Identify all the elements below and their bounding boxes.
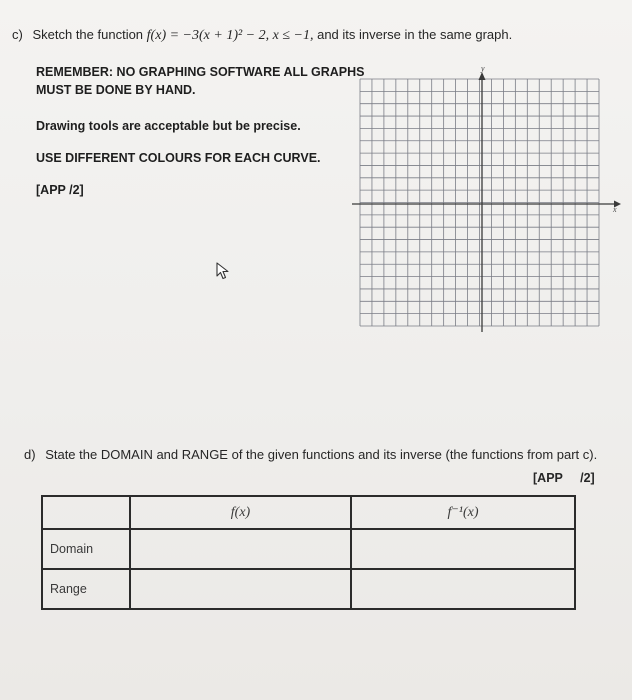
header-fx: f(x) bbox=[130, 496, 351, 529]
part-d-label: d) bbox=[24, 447, 36, 462]
cursor-icon bbox=[216, 262, 230, 280]
part-d-question bbox=[24, 447, 597, 462]
part-d-text: State the DOMAIN and RANGE of the given functions and its inverse (the functions from part c). bbox=[45, 447, 598, 462]
x-axis-label: x bbox=[613, 205, 617, 214]
part-d-app-mark: [APP /2] bbox=[533, 471, 595, 485]
range-fx-cell[interactable] bbox=[130, 569, 351, 609]
drawing-tools-note: Drawing tools are acceptable but be precise. bbox=[36, 119, 301, 133]
coordinate-grid[interactable] bbox=[352, 66, 622, 336]
part-c-text-before: Sketch the function bbox=[32, 27, 144, 42]
part-c-label: c) bbox=[12, 27, 23, 42]
colours-note: USE DIFFERENT COLOURS FOR EACH CURVE. bbox=[36, 151, 321, 165]
y-axis-label: y bbox=[481, 66, 485, 73]
part-c-text-after: and its inverse in the same graph. bbox=[317, 27, 513, 42]
row-label-range: Range bbox=[42, 569, 130, 609]
y-axis-arrow-icon bbox=[479, 72, 486, 80]
row-label-domain: Domain bbox=[42, 529, 130, 569]
table-row-domain bbox=[42, 529, 575, 569]
domain-fx-cell[interactable] bbox=[130, 529, 351, 569]
part-c-question bbox=[12, 27, 512, 44]
remember-line-1: REMEMBER: NO GRAPHING SOFTWARE ALL GRAPHS bbox=[36, 65, 365, 79]
part-c-app-mark: [APP /2] bbox=[36, 183, 84, 197]
table-row-range bbox=[42, 569, 575, 609]
part-c-function: f(x) = −3(x + 1)² − 2, x ≤ −1, bbox=[146, 28, 314, 43]
table-header-row bbox=[42, 496, 575, 529]
range-finv-cell[interactable] bbox=[351, 569, 575, 609]
header-empty-cell bbox=[42, 496, 130, 529]
domain-range-table bbox=[41, 495, 576, 610]
remember-line-2: MUST BE DONE BY HAND. bbox=[36, 83, 196, 97]
domain-finv-cell[interactable] bbox=[351, 529, 575, 569]
header-finv: f⁻¹(x) bbox=[351, 496, 575, 529]
